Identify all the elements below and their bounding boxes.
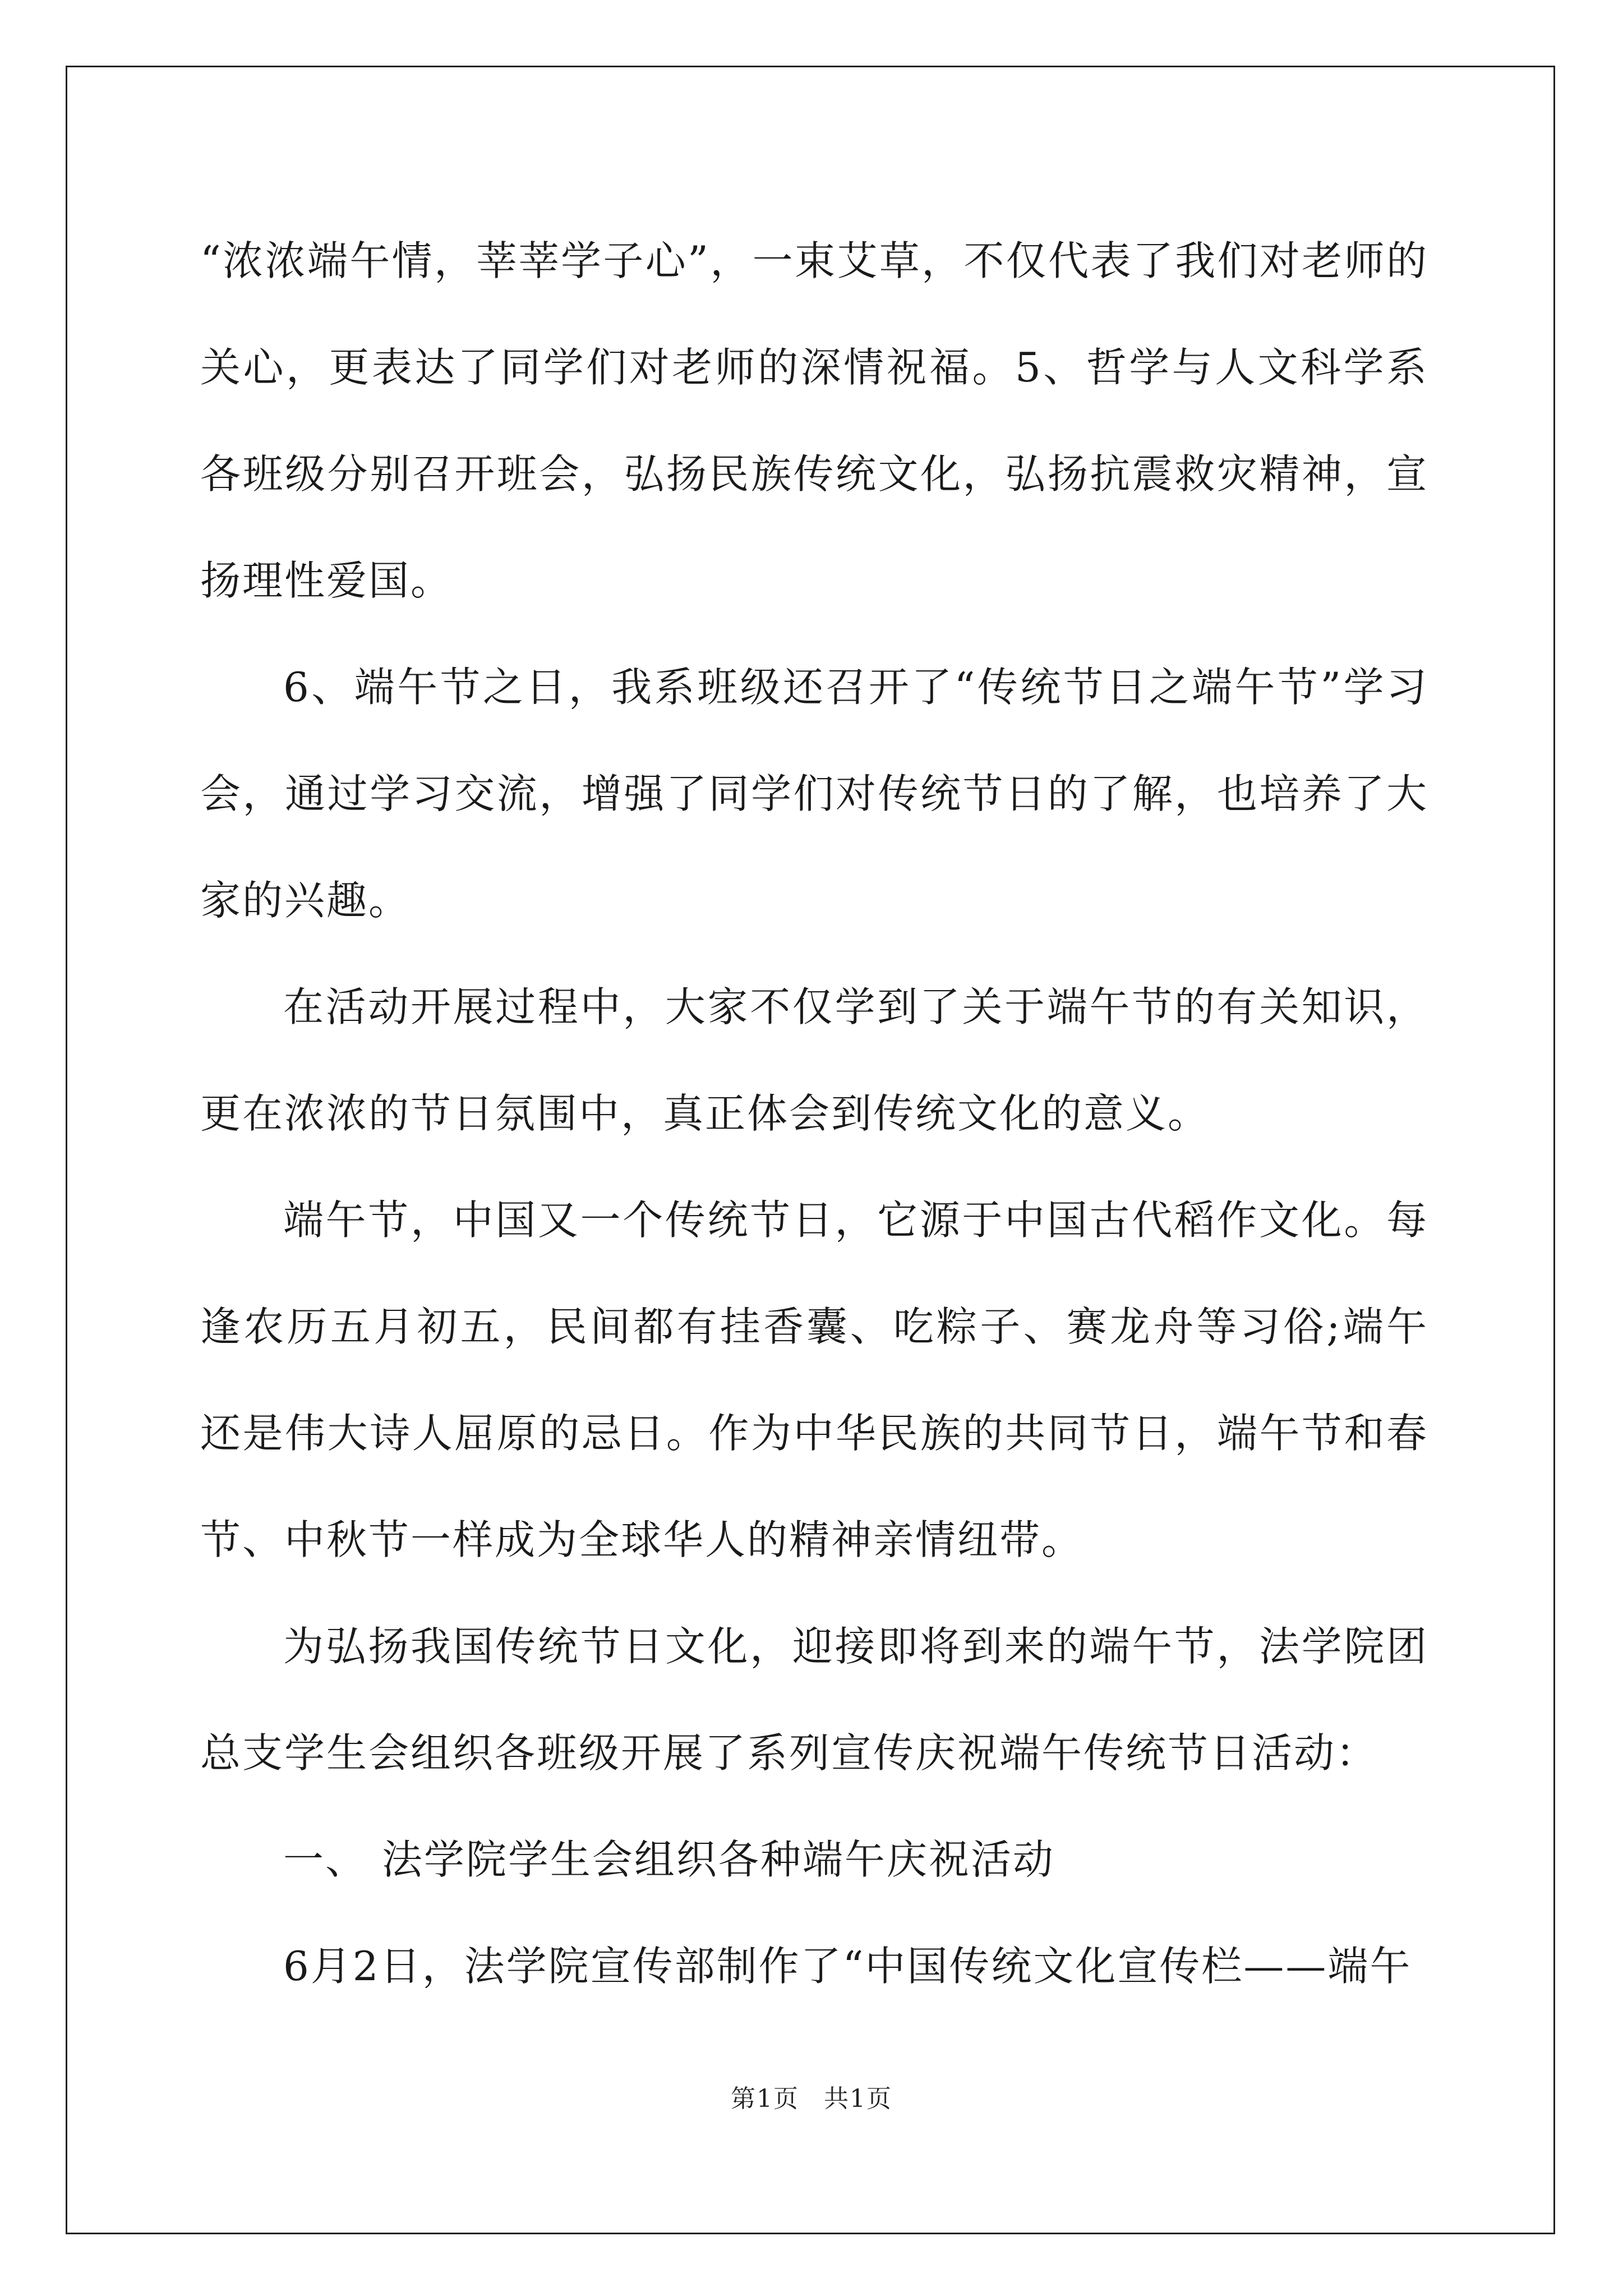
- page-total: 共1页: [824, 2085, 892, 2113]
- paragraph-4: 端午节，中国又一个传统节日，它源于中国古代稻作文化。每逢农历五月初五，民间都有挂香囊、吃粽子、赛龙舟等习俗;端午还是伟大诗人屈原的忌日。作为中华民族的共同节日，端午节和春节、中秋节一样成为全球华人的精神亲情纽带。: [200, 1197, 1428, 1563]
- paragraph-5: 为弘扬我国传统节日文化，迎接即将到来的端午节，法学院团总支学生会组织各班级开展了系列宣传庆祝端午传统节日活动：: [200, 1623, 1428, 1777]
- page-number: 第1页: [731, 2085, 799, 2113]
- paragraph-1: “浓浓端午情，莘莘学子心”，一束艾草，不仅代表了我们对老师的关心，更表达了同学们对老师的深情祝福。5、哲学与人文科学系各班级分别召开班会，弘扬民族传统文化，弘扬抗震救灾精神，宣扬理性爱国。: [200, 237, 1428, 604]
- paragraph-6: 6月2日，法学院宣传部制作了“中国传统文化宣传栏——端午: [283, 1943, 1412, 1990]
- page-footer: [0, 2082, 1623, 2116]
- section-heading: 一、 法学院学生会组织各种端午庆祝活动: [283, 1836, 1055, 1883]
- paragraph-2: 6、端午节之日，我系班级还召开了“传统节日之端午节”学习会，通过学习交流，增强了同学们对传统节日的了解，也培养了大家的兴趣。: [200, 664, 1428, 924]
- paragraph-3: 在活动开展过程中，大家不仅学到了关于端午节的有关知识，更在浓浓的节日氛围中，真正体会到传统文化的意义。: [200, 983, 1428, 1137]
- document-body: [200, 208, 1428, 2019]
